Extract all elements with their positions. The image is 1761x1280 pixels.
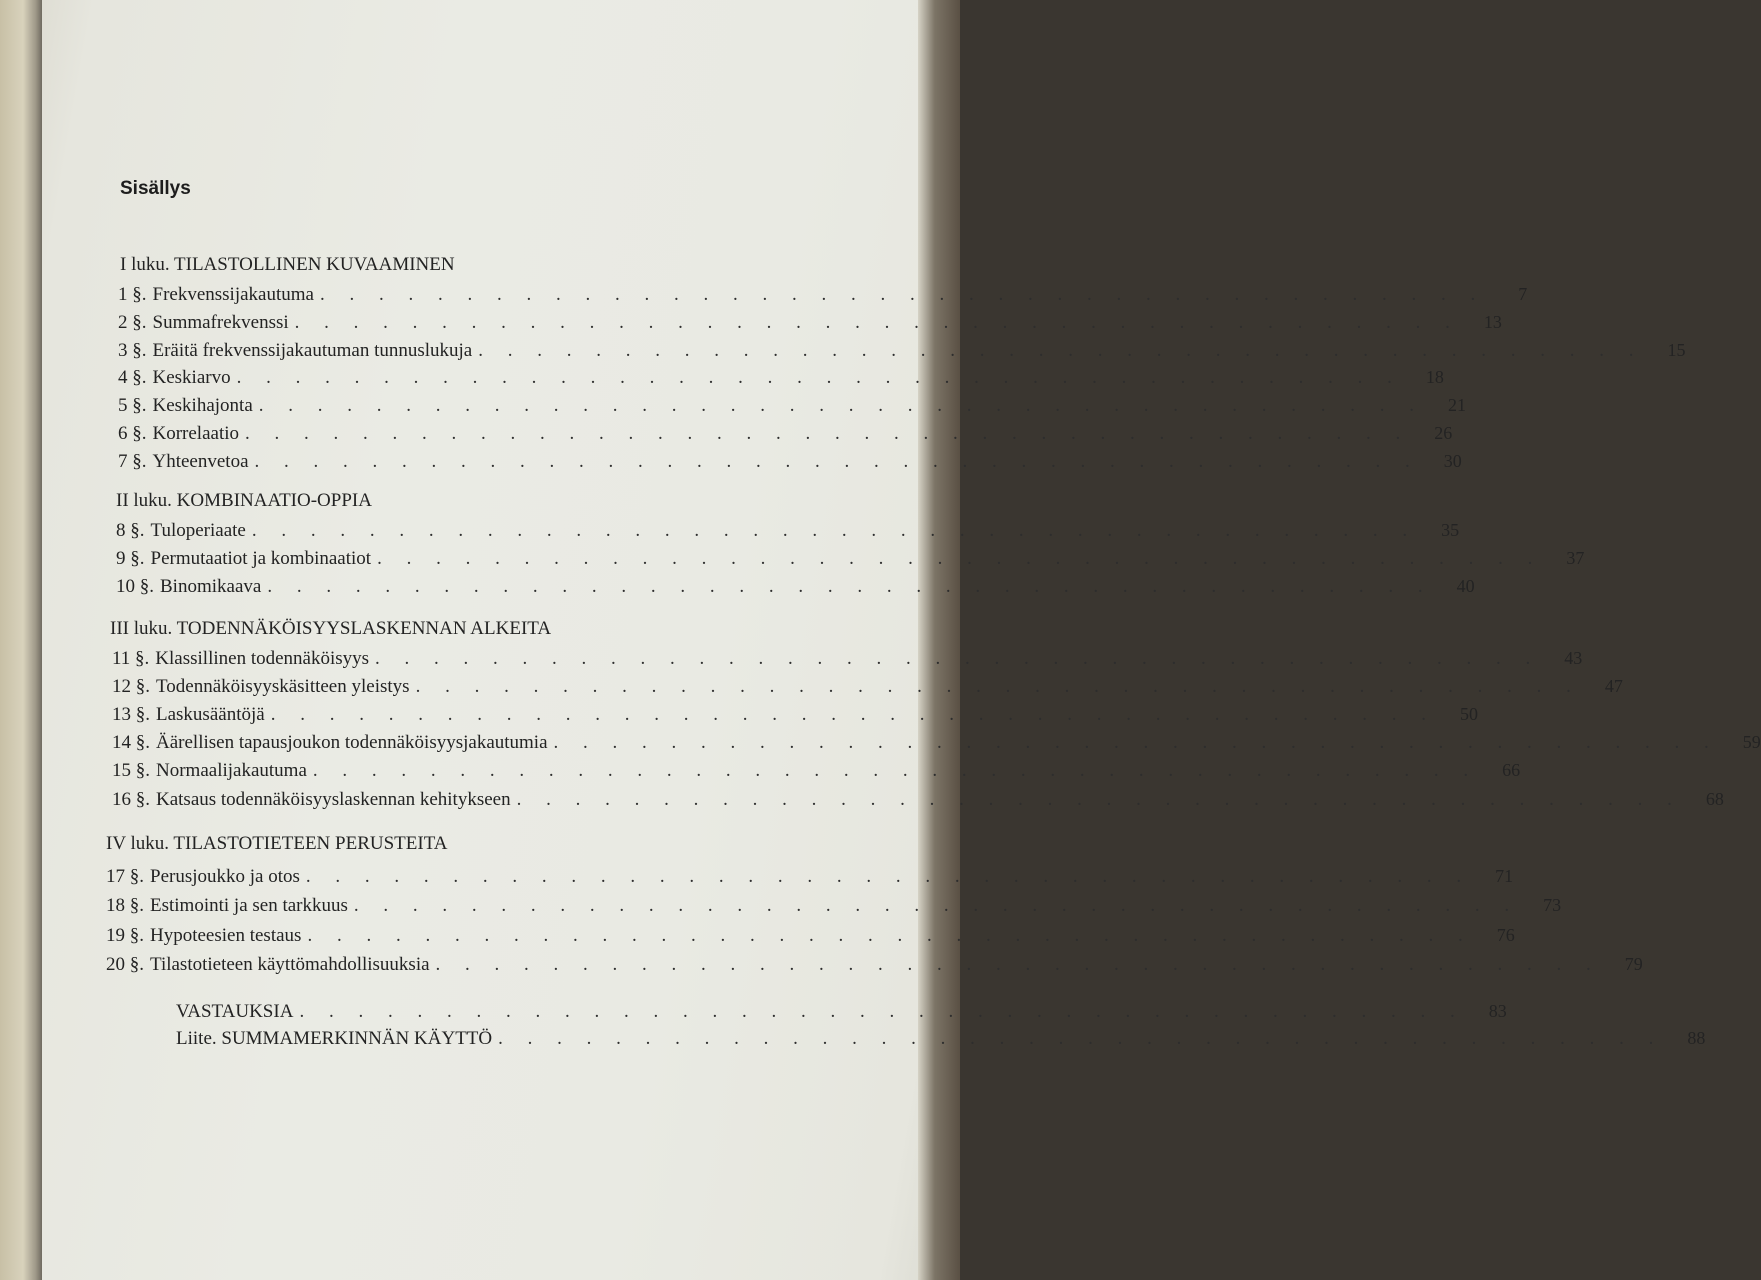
section-title: Keskiarvo [152,367,231,388]
dot-leader: . . . . . . . . . . . . . . . . . . . . . . . . . . . . . . . . . . . . . . . . [415,676,1581,697]
dot-leader: . . . . . . . . . . . . . . . . . . . . . . . . . . . . . . . . . . . . . . . . [478,340,1644,361]
dot-leader: . . . . . . . . . . . . . . . . . . . . . . . . . . . . . . . . . . . . . . . . [258,395,1425,416]
toc-entry [112,701,1478,727]
section-number: 6 §. [118,423,147,444]
toc-entry [112,757,1521,783]
dot-leader: . . . . . . . . . . . . . . . . . . . . . . . . . . . . . . . . . . . . . . . . [353,895,1520,916]
dot-leader: . . . . . . . . . . . . . . . . . . . . . . . . . . . . . . . . . . . . . . . . [435,954,1601,975]
section-title: Frekvenssijakautuma [152,284,314,305]
toc-entry [116,517,1460,543]
page-number: 37 [1566,548,1585,568]
section-title: Liite. SUMMAMERKINNÄN KÄYTTÖ [176,1028,493,1049]
section-number: 18 §. [106,895,144,916]
page-number: 68 [1705,789,1724,809]
section-title: Tuloperiaate [150,520,246,541]
toc-entry [112,645,1583,671]
section-number: 2 §. [118,312,147,333]
page-number: 35 [1441,520,1460,540]
page-number: 76 [1496,925,1515,945]
section-title: Tilastotieteen käyttömahdollisuuksia [150,954,430,975]
dot-leader: . . . . . . . . . . . . . . . . . . . . . . . . . . . . . . . . . . . . . . . . [245,423,1411,444]
page-number: 21 [1448,395,1467,415]
dot-leader: . . . . . . . . . . . . . . . . . . . . . . . . . . . . . . . . . . . . . . . . [267,576,1433,597]
toc-heading: Sisällys [120,178,191,199]
section-title: Todennäköisyyskäsitteen yleistys [156,676,410,697]
dot-leader: . . . . . . . . . . . . . . . . . . . . . . . . . . . . . . . . . . . . . . . . [553,732,1719,753]
section-number: 11 §. [112,648,150,669]
section-number: 7 §. [118,451,147,472]
toc-entry [112,729,1761,755]
dot-leader: . . . . . . . . . . . . . . . . . . . . . . . . . . . . . . . . . . . . . . . . [377,548,1543,569]
dot-leader: . . . . . . . . . . . . . . . . . . . . . . . . . . . . . . . . . . . . . . . . [375,648,1541,669]
dot-leader: . . . . . . . . . . . . . . . . . . . . . . . . . . . . . . . . . . . . . . . . [319,284,1486,305]
section-number: 1 §. [118,284,147,305]
section-title: Äärellisen tapausjoukon todennäköisyysjakautumia [156,732,548,753]
toc-entry [106,892,1562,918]
section-title: Perusjoukko ja otos [150,866,300,887]
dot-leader: . . . . . . . . . . . . . . . . . . . . . . . . . . . . . . . . . . . . . . . . [307,925,1473,946]
section-number: 12 §. [112,676,150,697]
dot-leader: . . . . . . . . . . . . . . . . . . . . . . . . . . . . . . . . . . . . . . . . [498,1028,1664,1049]
dot-leader: . . . . . . . . . . . . . . . . . . . . . . . . . . . . . . . . . . . . . . . . [305,866,1472,887]
section-number: 8 §. [116,520,145,541]
section-title: Yhteenvetoa [152,451,249,472]
page-number: 88 [1687,1028,1706,1048]
section-title: Katsaus todennäköisyyslaskennan kehitykseen [156,789,511,810]
section-title: Hypoteesien testaus [150,925,302,946]
toc-entry [118,309,1502,335]
section-title: Binomikaava [160,576,262,597]
chapter-heading: IV luku. TILASTOTIETEEN PERUSTEITA [106,833,448,854]
chapter-heading: I luku. TILASTOLLINEN KUVAAMINEN [120,254,455,275]
book-gutter [0,0,42,1280]
page-number: 7 [1518,284,1528,304]
section-title: Estimointi ja sen tarkkuus [150,895,348,916]
section-number: 14 §. [112,732,150,753]
toc-entry [118,448,1462,474]
page-number: 83 [1488,1001,1507,1021]
page-number: 30 [1443,451,1462,471]
toc-entry [118,337,1686,363]
page-number: 50 [1459,704,1478,724]
section-number: 17 §. [106,866,144,887]
dot-leader: . . . . . . . . . . . . . . . . . . . . . . . . . . . . . . . . . . . . . . . . [294,312,1460,333]
toc-entry [118,392,1467,418]
section-title: Normaalijakautuma [156,760,307,781]
page-number: 40 [1456,576,1475,596]
page-number: 79 [1624,954,1643,974]
dot-leader: . . . . . . . . . . . . . . . . . . . . . . . . . . . . . . . . . . . . . . . . [299,1001,1465,1022]
section-number: 5 §. [118,395,147,416]
section-title: Laskusääntöjä [156,704,265,725]
section-title: Keskihajonta [152,395,253,416]
section-number: 15 §. [112,760,150,781]
section-number: 4 §. [118,367,147,388]
page-number: 66 [1502,760,1521,780]
toc-entry [118,281,1528,307]
page-number: 15 [1667,340,1686,360]
dot-leader: . . . . . . . . . . . . . . . . . . . . . . . . . . . . . . . . . . . . . . . . [516,789,1682,810]
toc-entry [118,364,1444,390]
chapter-heading: II luku. KOMBINAATIO-OPPIA [116,490,372,511]
page-edge-shadow [918,0,960,1280]
page-number: 43 [1564,648,1583,668]
section-title: Permutaatiot ja kombinaatiot [150,548,372,569]
section-number: 19 §. [106,925,144,946]
chapter-heading: III luku. TODENNÄKÖISYYSLASKENNAN ALKEITA [110,618,552,639]
toc-entry [118,420,1453,446]
section-title: Klassillinen todennäköisyys [155,648,370,669]
toc-entry [112,786,1724,812]
section-title: Eräitä frekvenssijakautuman tunnuslukuja [152,340,473,361]
section-number: 13 §. [112,704,150,725]
toc-entry-answers [176,998,1507,1024]
dot-leader: . . . . . . . . . . . . . . . . . . . . . . . . . . . . . . . . . . . . . . . . [254,451,1420,472]
section-title: Summafrekvenssi [152,312,289,333]
toc-entry [116,545,1585,571]
page-number: 26 [1434,423,1453,443]
toc-entry [112,673,1623,699]
dot-leader: . . . . . . . . . . . . . . . . . . . . . . . . . . . . . . . . . . . . . . . . [312,760,1479,781]
page-number: 47 [1604,676,1623,696]
page-number: 13 [1483,312,1502,332]
toc-entry [106,922,1515,948]
section-number: 3 §. [118,340,147,361]
section-number: 9 §. [116,548,145,569]
section-number: 16 §. [112,789,150,810]
section-number: 10 §. [116,576,154,597]
toc-entry [116,573,1475,599]
page-number: 59 [1742,732,1761,752]
dot-leader: . . . . . . . . . . . . . . . . . . . . . . . . . . . . . . . . . . . . . . . . [251,520,1418,541]
dot-leader: . . . . . . . . . . . . . . . . . . . . . . . . . . . . . . . . . . . . . . . . [236,367,1402,388]
toc-entry [106,951,1643,977]
page-number: 71 [1495,866,1514,886]
toc-entry-appendix [176,1025,1706,1051]
page-number: 18 [1425,367,1444,387]
section-title: Korrelaatio [152,423,240,444]
toc-entry [106,863,1514,889]
page-number: 73 [1543,895,1562,915]
section-title: VASTAUKSIA [176,1001,294,1022]
dot-leader: . . . . . . . . . . . . . . . . . . . . . . . . . . . . . . . . . . . . . . . . [270,704,1436,725]
section-number: 20 §. [106,954,144,975]
